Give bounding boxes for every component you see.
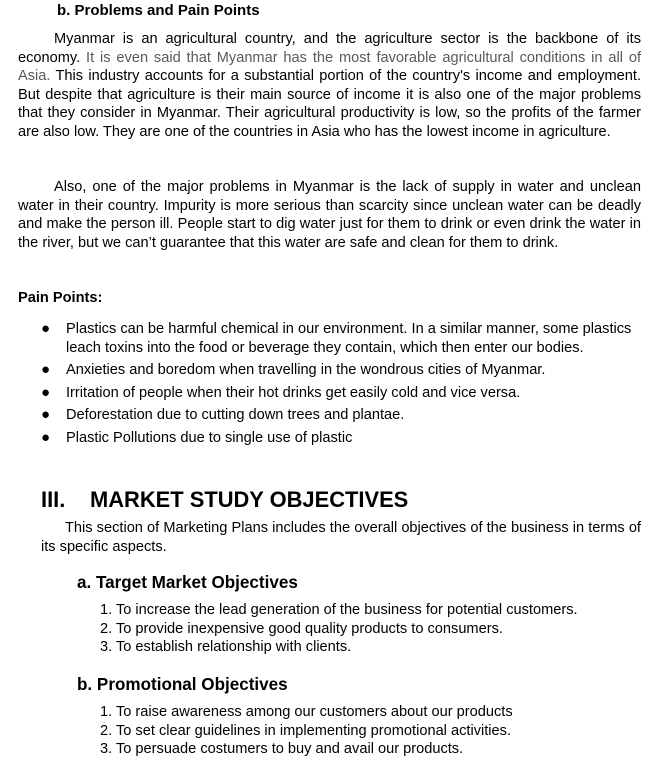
pain-point-text: Plastics can be harmful chemical in our environment. In a similar manner, some plastics leach toxins into the food or beverage they contain, which then enter our bodies. [66, 321, 632, 356]
target-market-heading: a. Target Market Objectives [77, 573, 298, 592]
problems-paragraph-2: Also, one of the major problems in Myanmar is the lack of supply in water and unclean water in their country. Impurity is more serious than scarcity since unclean water can be deadly and make the person ill. People start to dig water just for them to drink or even drink the water in the river, but we can’t guarantee that this water are safe and clean for them to drink. [18, 179, 641, 251]
list-item [41, 406, 643, 425]
section-b-heading: b. Problems and Pain Points [57, 2, 260, 19]
list-item [41, 320, 643, 357]
list-item: 2. To provide inexpensive good quality products to consumers. [100, 620, 503, 637]
section-iii-heading [41, 487, 409, 512]
pain-point-text: Irritation of people when their hot drinks get easily cold and vice versa. [66, 384, 521, 401]
bullet-icon: ● [41, 383, 51, 401]
pain-points-list [41, 320, 643, 451]
target-market-objectives-list [100, 601, 578, 657]
bullet-icon: ● [41, 320, 51, 337]
paragraph-1-text-a: Myanmar is an agricultural country, and the agriculture sector is the backbone of its economy. [18, 31, 641, 66]
list-item: 3. To persuade costumers to buy and avail our products. [100, 741, 464, 757]
pain-points-label: Pain Points: [18, 290, 103, 306]
section-number: III. [41, 487, 66, 512]
bullet-icon: ● [41, 361, 51, 378]
section-iii-intro: This section of Marketing Plans includes the overall objectives of the business in terms of its specific aspects. [41, 520, 641, 555]
pain-point-text: Anxieties and boredom when travelling in the wondrous cities of Myanmar. [66, 362, 546, 378]
list-item [41, 361, 643, 380]
list-item [41, 429, 643, 448]
section-title: MARKET STUDY OBJECTIVES [90, 487, 409, 512]
list-item: 3. To establish relationship with clients. [100, 639, 352, 655]
list-item: 1. To increase the lead generation of the business for potential customers. [100, 602, 578, 618]
paragraph-1-text-b: This industry accounts for a substantial portion of the country's income and employment. But despite that agriculture is their main source of income it is also one of the major problems that they consider in Myanmar. Their agricultural productivity is low, so the profits of the farmer are also low. They are one of the countries in Asia who has the lowest income in agriculture. [18, 68, 641, 140]
list-item: 2. To set clear guidelines in implementing promotional activities. [100, 722, 511, 739]
pain-point-text: Deforestation due to cutting down trees and plantae. [66, 407, 405, 423]
list-item [41, 384, 643, 403]
bullet-icon: ● [41, 406, 51, 423]
promotional-objectives-heading: b. Promotional Objectives [77, 675, 288, 694]
paragraph-1-text-gray: It is even said that Myanmar has the most favorable agricultural conditions in all of Asia. [18, 49, 641, 84]
promotional-objectives-list [100, 703, 513, 759]
pain-point-text: Plastic Pollutions due to single use of plastic [66, 429, 353, 446]
problems-paragraph-1 [18, 30, 641, 141]
list-item: 1. To raise awareness among our customers about our products [100, 704, 513, 720]
bullet-icon: ● [41, 428, 51, 446]
